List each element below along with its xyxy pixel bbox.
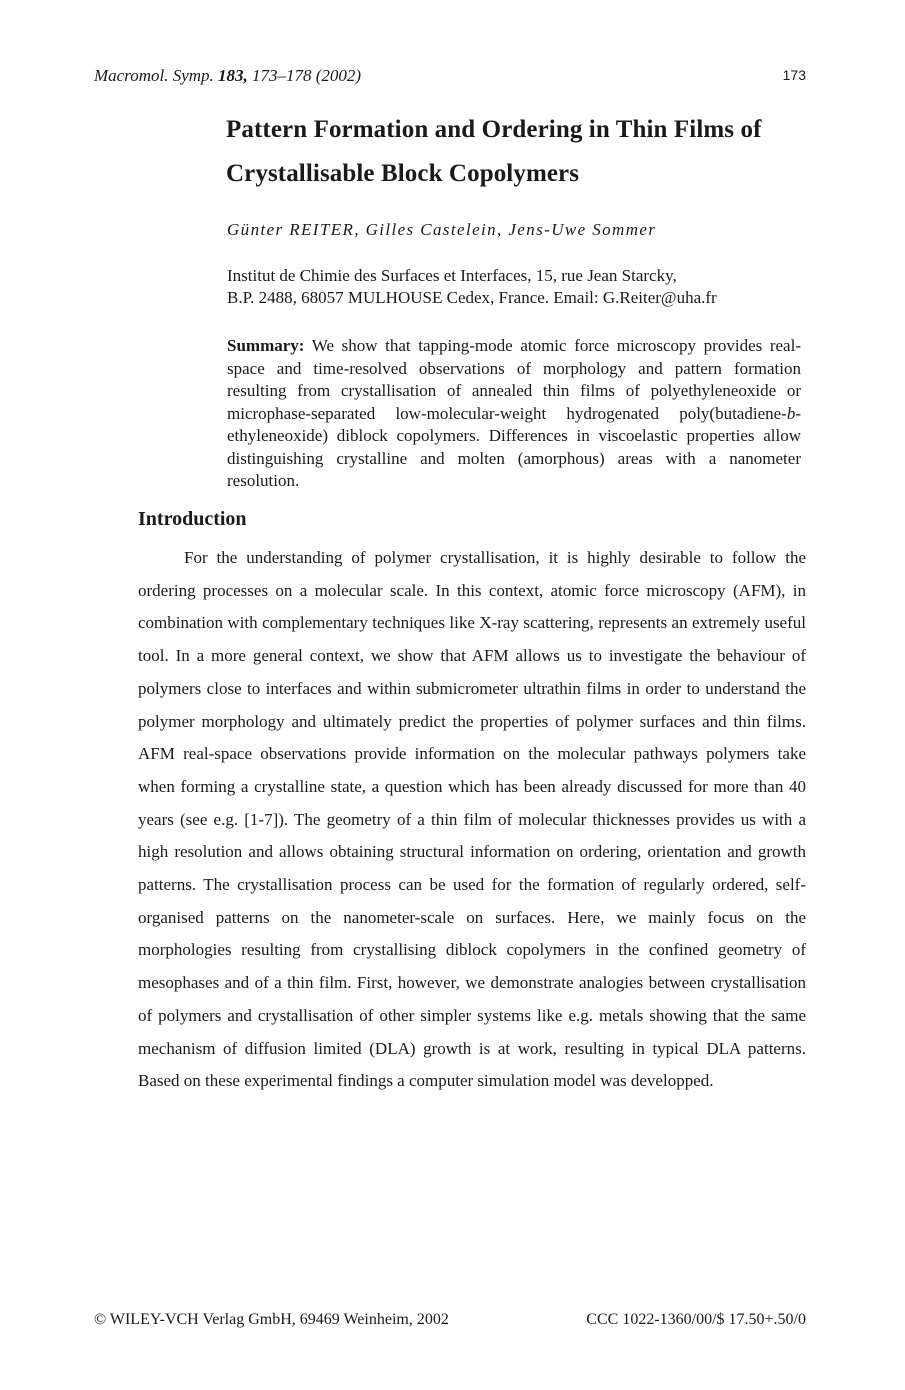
running-head bbox=[94, 66, 806, 88]
ccc-code: CCC 1022-1360/00/$ 17.50+.50/0 bbox=[586, 1311, 806, 1328]
affiliation-line-2: B.P. 2488, 68057 MULHOUSE Cedex, France. Email: G.Reiter@uha.fr bbox=[227, 288, 717, 307]
section-heading-introduction: Introduction bbox=[138, 508, 247, 530]
summary-text-2: -ethyleneoxide) diblock copolymers. Differences in viscoelastic properties allow distinguishing crystalline and molten (amorphous) areas with a nanometer resolution. bbox=[227, 403, 801, 490]
author-list: Günter REITER, Gilles Castelein, Jens-Uwe Sommer bbox=[227, 220, 657, 239]
journal-name: Macromol. Symp. bbox=[94, 66, 214, 85]
affiliation bbox=[227, 265, 807, 309]
journal-volume: 183, bbox=[218, 66, 248, 85]
summary-label: Summary: bbox=[227, 336, 305, 355]
affiliation-line-1: Institut de Chimie des Surfaces et Interfaces, 15, rue Jean Starcky, bbox=[227, 266, 677, 285]
copyright-notice: © WILEY-VCH Verlag GmbH, 69469 Weinheim, 2002 bbox=[94, 1311, 449, 1328]
summary-text-italic: b bbox=[786, 403, 796, 423]
page-number: 173 bbox=[782, 67, 806, 83]
page-footer bbox=[94, 1311, 806, 1333]
journal-citation bbox=[94, 66, 361, 86]
article-title: Pattern Formation and Ordering in Thin Films of Crystallisable Block Copolymers bbox=[226, 116, 762, 187]
summary-text-1: We show that tapping-mode atomic force microscopy provides real-space and time-resolved observations of morphology and pattern formation resulting from crystallisation of annealed thin films of polyethyleneoxide or microphase-separated low-molecular-weight hydrogenated poly(butadiene- bbox=[227, 336, 801, 423]
introduction-paragraph: For the understanding of polymer crystallisation, it is highly desirable to follow the ordering processes on a molecular scale. In this context, atomic force microscopy (AFM), in combination with complementary techniques like X-ray scattering, represents an extremely useful tool. In a more general context, we show that AFM allows us to investigate the behaviour of polymers close to interfaces and within submicrometer ultrathin films in order to understand the polymer morphology and ultimately predict the properties of polymer surfaces and thin films. AFM real-space observations provide information on the molecular pathways polymers take when forming a crystalline state, a question which has been already discussed for more than 40 years (see e.g. [1-7]). The geometry of a thin film of molecular thicknesses provides us with a high resolution and allows obtaining structural information on ordering, orientation and growth patterns. The crystallisation process can be used for the formation of regularly ordered, self-organised patterns on the nanometer-scale on surfaces. Here, we mainly focus on the morphologies resulting from crystallising diblock copolymers in the confined geometry of mesophases and of a thin film. First, however, we demonstrate analogies between crystallisation of polymers and crystallisation of other simpler systems like e.g. metals showing that the same mechanism of diffusion limited (DLA) growth is at work, resulting in typical DLA patterns. Based on these experimental findings a computer simulation model was developped. bbox=[138, 548, 806, 1091]
summary-abstract bbox=[227, 335, 801, 493]
journal-pages-year: 173–178 (2002) bbox=[252, 66, 362, 85]
